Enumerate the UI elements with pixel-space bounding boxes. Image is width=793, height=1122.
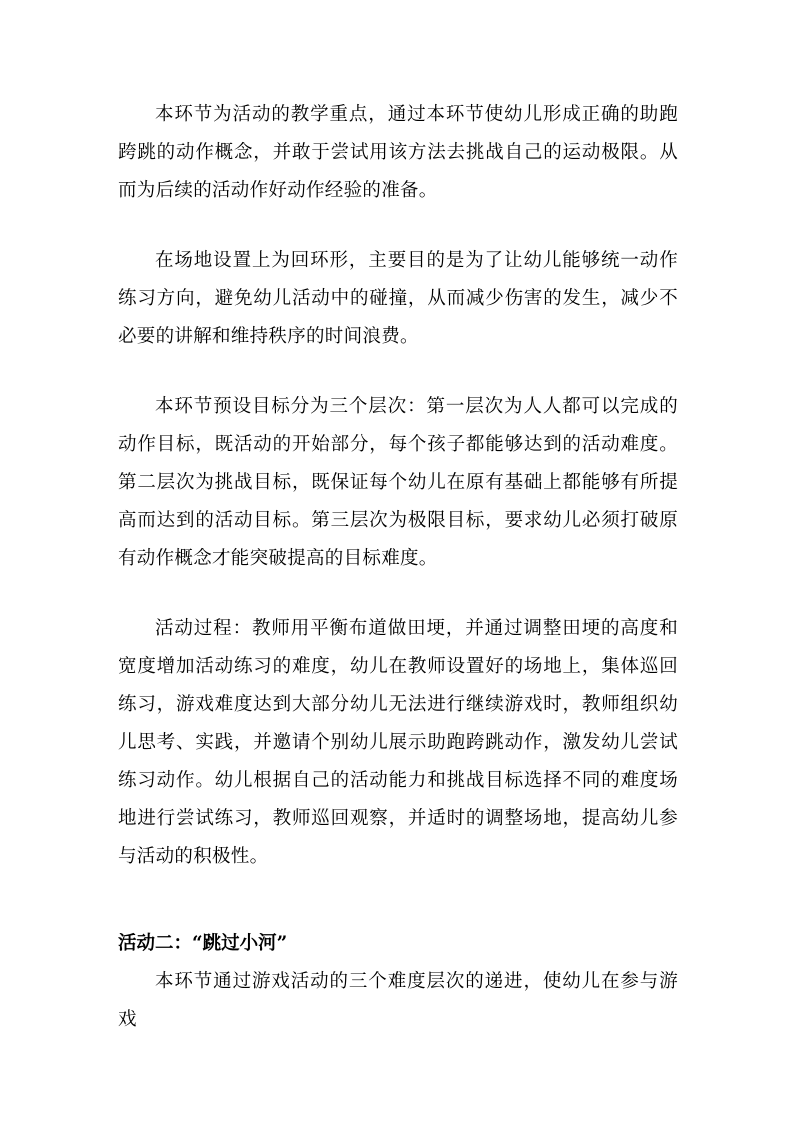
paragraph-site-setup: 在场地设置上为回环形，主要目的是为了让幼儿能够统一动作练习方向，避免幼儿活动中的碰撞，从而减少伤害的发生，减少不必要的讲解和维持秩序的时间浪费。: [118, 250, 678, 347]
paragraph-teaching-focus: 本环节为活动的教学重点，通过本环节使幼儿形成正确的助跑跨跳的动作概念，并敢于尝试用该方法去挑战自己的运动极限。从而为后续的活动作好动作经验的准备。: [118, 104, 678, 201]
section-heading: 活动二：“跳过小河”: [118, 933, 288, 954]
paragraph-section-intro: 本环节通过游戏活动的三个难度层次的递进，使幼儿在参与游戏: [118, 971, 678, 1030]
paragraph-activity-process: 活动过程：教师用平衡布道做田埂，并通过调整田埂的高度和宽度增加活动练习的难度，幼儿在教师设置好的场地上，集体巡回练习，游戏难度达到大部分幼儿无法进行继续游戏时，教师组织幼儿思考、实践，并邀请个别幼儿展示助跑跨跳动作，激发幼儿尝试练习动作。幼儿根据自己的活动能力和挑战目标选择不同的难度场地进行尝试练习，教师巡回观察，并适时的调整场地，提高幼儿参与活动的积极性。: [118, 618, 678, 867]
paragraph-goal-levels: 本环节预设目标分为三个层次：第一层次为人人都可以完成的动作目标，既活动的开始部分，每个孩子都能够达到的活动难度。第二层次为挑战目标，既保证每个幼儿在原有基础上都能够有所提高而达到的活动目标。第三层次为极限目标，要求幼儿必须打破原有动作概念才能突破提高的目标难度。: [118, 396, 678, 569]
